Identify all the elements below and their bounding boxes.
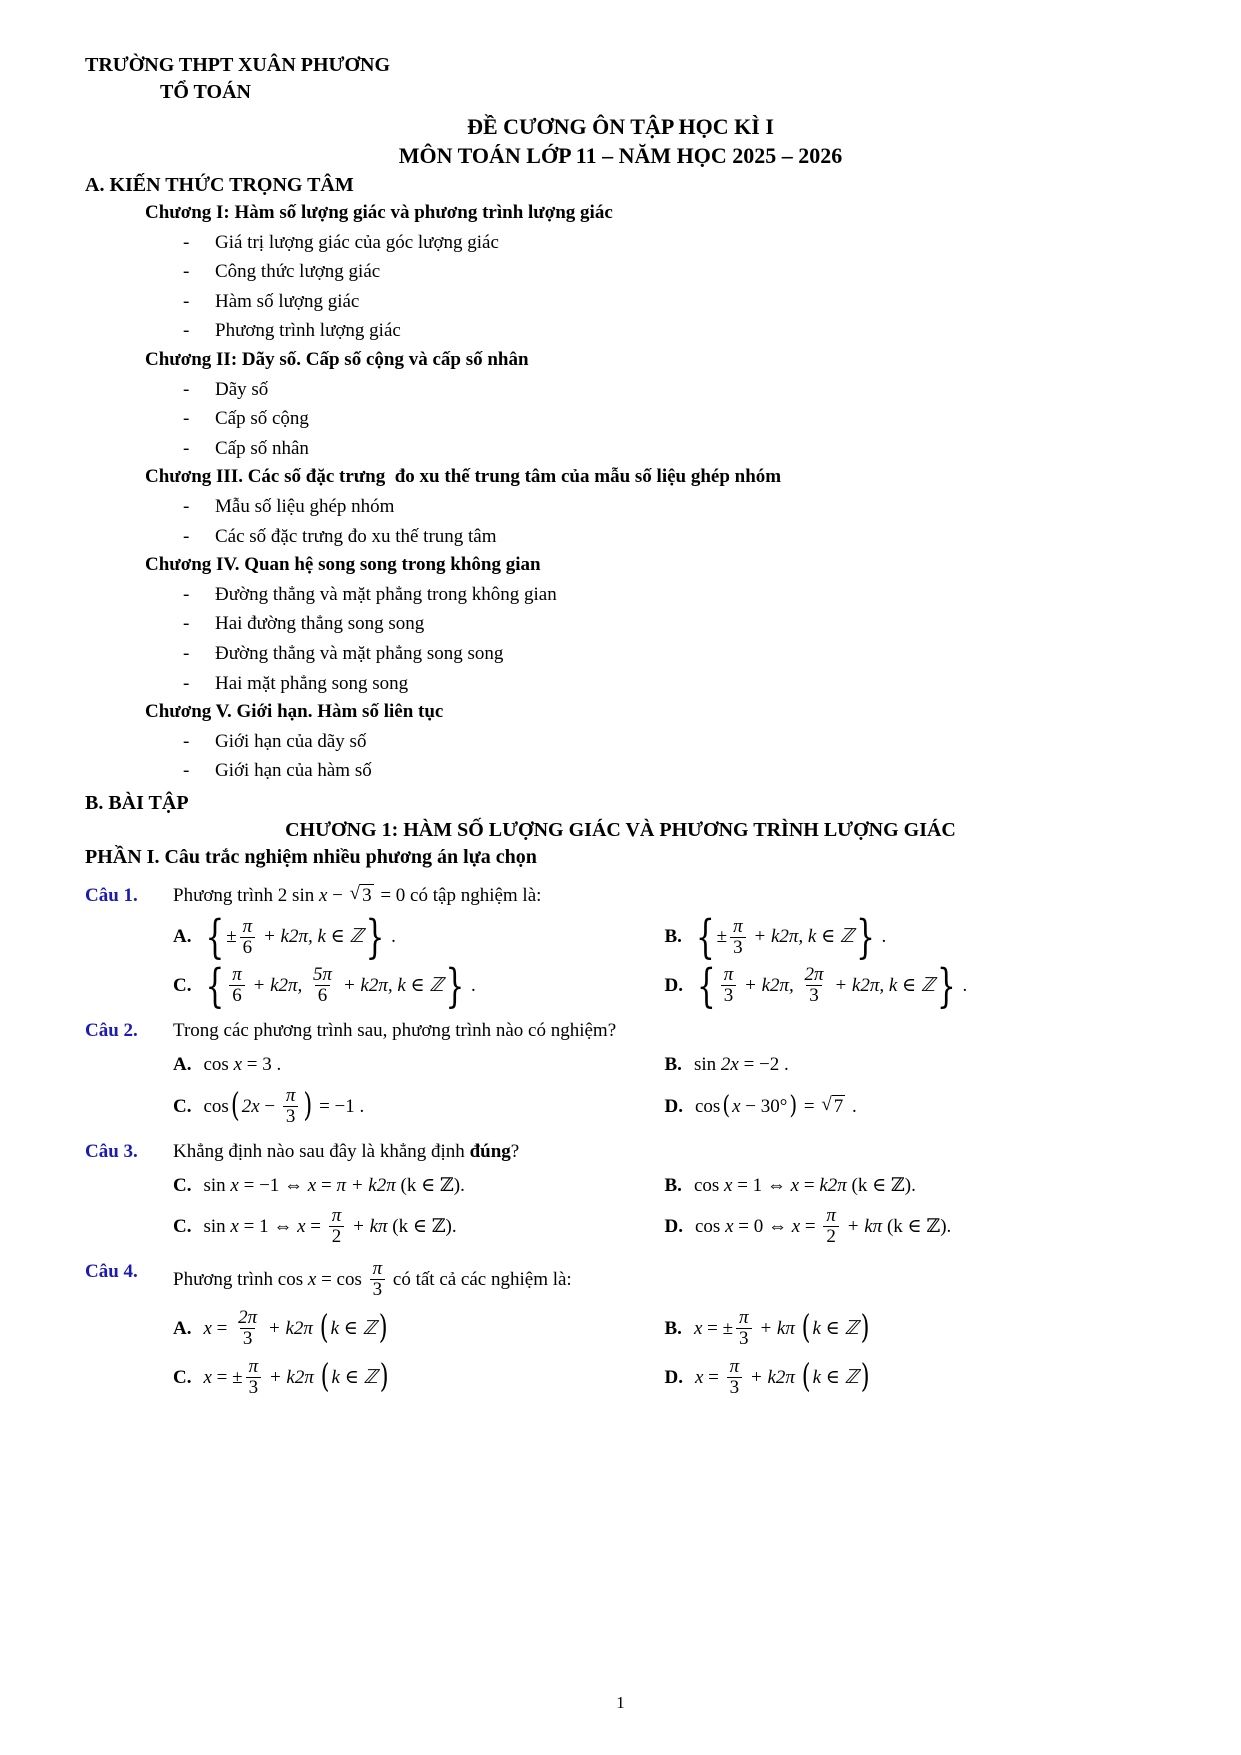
option-formula (203, 1308, 389, 1349)
answer-option (664, 910, 1157, 963)
text-run: k ∈ ℤ (331, 1366, 378, 1388)
text-run: 2x (241, 1095, 260, 1117)
option-label: D. (664, 1216, 683, 1238)
fraction-numerator: 5π (313, 964, 333, 986)
curly-brace: { (696, 959, 716, 1012)
answer-option (173, 1308, 665, 1349)
answer-option (173, 1086, 665, 1127)
text-run: = 3 . (242, 1054, 282, 1076)
text-run: = (799, 1095, 820, 1117)
text-run: = (799, 1174, 820, 1196)
answer-option (665, 1206, 1157, 1247)
text-run: cos (203, 1054, 234, 1076)
chapter-title: Chương I: Hàm số lượng giác và phương trình lượng giác (145, 202, 613, 224)
chapter-bullet-item: - Đường thẳng và mặt phẳng trong không gian (183, 580, 1156, 610)
text-run: cos (694, 1216, 726, 1238)
fraction-denominator: 2 (823, 1226, 839, 1247)
text-run: = −1 . (314, 1095, 365, 1117)
text-run: . (847, 1095, 857, 1117)
fraction (329, 1206, 345, 1247)
option-row (173, 1172, 1156, 1198)
option-label: D. (664, 1095, 683, 1117)
text-run: x (203, 1366, 212, 1388)
text-run: x (791, 1216, 801, 1238)
chapter-bullet-item: - Giá trị lượng giác của góc lượng giác (183, 228, 1156, 258)
math-group-name: TỔ TOÁN (160, 81, 251, 103)
text-run: + k2π, k ∈ ℤ (338, 975, 444, 997)
chapter-bullet-item: - Hai đường thẳng song song (183, 609, 1156, 639)
option-label: B. (664, 1174, 682, 1196)
question-label: Câu 2. (85, 1020, 138, 1042)
text-run: (k ∈ ℤ). (387, 1216, 457, 1238)
text-run: + kπ (841, 1216, 883, 1238)
text-run: cos (694, 1095, 721, 1117)
text-run: = ± (702, 1317, 734, 1339)
question-label: Câu 3. (85, 1140, 138, 1162)
text-run: + k2π, (247, 975, 308, 997)
option-formula (203, 1206, 456, 1247)
text-run: . (957, 975, 968, 997)
text-run: + k2π, k ∈ ℤ (829, 975, 935, 997)
text-run: x (318, 884, 328, 906)
answer-option (665, 1357, 1157, 1398)
option-formula (203, 1052, 281, 1078)
option-label: C. (173, 1174, 192, 1196)
chapter-bullet-item: - Cấp số cộng (183, 404, 1156, 434)
text-run: ? (510, 1140, 520, 1162)
fraction (246, 1357, 262, 1398)
parenthesis: ( (801, 1358, 811, 1397)
option-formula (695, 959, 968, 1012)
text-run: Phương trình cos (173, 1268, 308, 1290)
text-run: (k ∈ ℤ). (395, 1174, 465, 1196)
fraction (235, 1308, 260, 1349)
fraction-denominator: 3 (730, 937, 746, 958)
document-title-line1: ĐỀ CƯƠNG ÔN TẬP HỌC KÌ I (467, 114, 774, 139)
fraction (310, 965, 335, 1006)
option-row (173, 959, 1156, 1012)
option-formula (203, 1086, 364, 1127)
fraction-numerator: π (232, 964, 242, 986)
chapter-bullet-item: - Công thức lượng giác (183, 257, 1156, 287)
question-label: Câu 4. (85, 1261, 138, 1283)
fraction-denominator: 3 (721, 985, 737, 1006)
fraction-numerator: π (372, 1258, 383, 1280)
text-run: = 1 ⇔ (238, 1216, 298, 1238)
document-title-line2: MÔN TOÁN LỚP 11 – NĂM HỌC 2025 – 2026 (398, 143, 843, 169)
text-run: Phương trình 2 sin (173, 884, 319, 906)
page-number: 1 (616, 1693, 625, 1713)
text-run: sin (203, 1216, 231, 1238)
option-formula (203, 959, 476, 1012)
parenthesis: ( (722, 1090, 731, 1121)
answer-option (173, 959, 665, 1012)
option-formula (694, 910, 887, 963)
chapter-list (85, 199, 1156, 786)
option-label: D. (664, 1366, 683, 1388)
option-label: C. (173, 1095, 192, 1117)
text-run: = (305, 1216, 326, 1238)
fraction-denominator: 3 (370, 1279, 386, 1300)
curly-brace: { (205, 910, 225, 963)
question-head (85, 1259, 1156, 1300)
fraction-denominator: 3 (240, 1328, 256, 1349)
fraction-denominator: 6 (240, 937, 256, 958)
fraction-numerator: π (826, 1205, 836, 1227)
square-root (350, 884, 374, 907)
option-row (173, 1206, 1156, 1247)
text-run: = cos (316, 1268, 367, 1290)
option-label: B. (664, 1317, 682, 1339)
option-label: C. (173, 1216, 192, 1238)
answer-option (173, 1052, 665, 1078)
question-head (85, 1139, 1156, 1165)
fraction-numerator: π (729, 1356, 740, 1378)
text-run: = 0 có tập nghiệm là: (375, 884, 542, 906)
text-run: = (316, 1174, 337, 1196)
text-run: = (703, 1366, 724, 1388)
text-run: k2π (819, 1174, 847, 1196)
fraction-numerator: π (739, 1307, 749, 1329)
text-run: + kπ (347, 1216, 388, 1238)
chapter-bullet-item: - Dãy số (183, 375, 1156, 405)
option-row (173, 910, 1156, 963)
parenthesis: ) (303, 1087, 313, 1125)
text-run: cos (693, 1174, 725, 1196)
option-formula (203, 1357, 390, 1398)
fraction-denominator: 3 (283, 1106, 299, 1127)
text-run: = (800, 1216, 821, 1238)
text-run: = −1 ⇔ (238, 1174, 308, 1196)
text-run: sin (693, 1054, 721, 1076)
parenthesis: ( (801, 1309, 811, 1348)
text-run: + k2π (264, 1366, 319, 1388)
text-run: Trong các phương trình sau, phương trình nào có nghiệm? (173, 1020, 617, 1042)
fraction (721, 965, 737, 1006)
question-stem (173, 1259, 1156, 1300)
fraction (802, 965, 827, 1006)
option-formula (694, 1052, 789, 1078)
option-row (173, 1357, 1156, 1398)
option-label: A. (173, 926, 192, 948)
answer-option (173, 910, 665, 963)
fraction (736, 1308, 752, 1349)
text-run: = 0 ⇔ (733, 1216, 792, 1238)
chapter-title: Chương IV. Quan hệ song song trong không gian (145, 554, 541, 576)
text-run: x (693, 1317, 703, 1339)
curly-brace: } (445, 959, 465, 1012)
text-run: k ∈ ℤ (812, 1317, 859, 1339)
text-run: + k2π, k ∈ ℤ (748, 926, 855, 948)
text-run: = 1 ⇔ (732, 1174, 791, 1196)
text-run: cos (203, 1095, 229, 1117)
fraction-numerator: π (285, 1084, 296, 1106)
answer-option (665, 1052, 1157, 1078)
text-run: ± (716, 926, 728, 948)
text-run: x (297, 1216, 306, 1238)
option-formula (694, 1308, 872, 1349)
parenthesis: ) (860, 1309, 870, 1348)
option-label: A. (173, 1054, 192, 1076)
question (85, 883, 1156, 1012)
fraction-numerator: π (331, 1205, 342, 1227)
text-run: có tất cả các nghiệm là: (388, 1268, 572, 1290)
text-run: . (466, 975, 476, 997)
answer-option (665, 1172, 1157, 1198)
question (85, 1259, 1156, 1398)
option-row (173, 1308, 1156, 1349)
question-stem (173, 1018, 1156, 1044)
question (85, 1139, 1156, 1248)
answer-option (664, 1090, 1157, 1121)
text-run: x (203, 1317, 212, 1339)
fraction-numerator: π (723, 964, 734, 986)
text-run: π + k2π (336, 1174, 396, 1196)
option-label: A. (173, 1317, 192, 1339)
question-stem (173, 1139, 1156, 1165)
school-name: TRƯỜNG THPT XUÂN PHƯƠNG (85, 54, 391, 76)
answer-option (173, 1172, 665, 1198)
text-run: đúng (469, 1140, 511, 1162)
question-list (85, 883, 1156, 1398)
chapter-title: Chương III. Các số đặc trưng đo xu thế trung tâm của mẫu số liệu ghép nhóm (145, 466, 782, 488)
chapter-bullet-item: - Đường thẳng và mặt phẳng song song (183, 639, 1156, 669)
fraction-denominator: 3 (806, 985, 822, 1006)
fraction (370, 1259, 386, 1300)
text-run: − (259, 1095, 280, 1117)
question-head (85, 1018, 1156, 1044)
text-run: ± (226, 926, 237, 948)
parenthesis: ) (860, 1358, 870, 1397)
parenthesis: ) (789, 1090, 798, 1121)
fraction-denominator: 3 (736, 1328, 752, 1349)
question-stem (173, 883, 1156, 909)
parenthesis: ( (230, 1087, 240, 1125)
fraction (727, 1357, 743, 1398)
option-formula (695, 1357, 872, 1398)
option-formula (203, 910, 396, 963)
text-run: x (724, 1174, 733, 1196)
text-run: k ∈ ℤ (812, 1366, 859, 1388)
fraction (730, 917, 746, 958)
radical-sign: √ (349, 883, 361, 905)
text-run: = ± (211, 1366, 243, 1388)
text-run: 2x (720, 1054, 739, 1076)
question-label: Câu 1. (85, 884, 138, 906)
fraction-denominator: 3 (246, 1377, 262, 1398)
text-run: + k2π (745, 1366, 800, 1388)
text-run: − 30° (740, 1095, 788, 1117)
part1-title: PHẦN I. Câu trắc nghiệm nhiều phương án lựa chọn (85, 845, 537, 868)
text-run: + k2π, k ∈ ℤ (258, 926, 364, 948)
option-row (173, 1086, 1156, 1127)
text-run: . (876, 926, 887, 948)
answer-option (173, 1206, 665, 1247)
text-run: + k2π (263, 1317, 318, 1339)
text-run: x (233, 1054, 242, 1076)
text-run: = (211, 1317, 233, 1339)
parenthesis: ) (378, 1309, 388, 1348)
section-a-heading: A. KIẾN THỨC TRỌNG TÂM (85, 174, 354, 197)
radical-sign: √ (821, 1093, 832, 1115)
curly-brace: } (365, 910, 385, 963)
question-head (85, 883, 1156, 909)
text-run: (k ∈ ℤ). (846, 1174, 916, 1196)
curly-brace: } (936, 959, 956, 1012)
option-row (173, 1052, 1156, 1078)
text-run: x (307, 1174, 317, 1196)
answer-option (665, 1308, 1157, 1349)
curly-brace: { (695, 910, 715, 963)
answer-option (173, 1357, 665, 1398)
text-run: Khẳng định nào sau đây là khẳng định (173, 1140, 470, 1162)
radicand: 7 (833, 1095, 844, 1117)
question (85, 1018, 1156, 1127)
text-run: . (386, 926, 396, 948)
answer-option (664, 959, 1157, 1012)
radicand: 3 (362, 885, 372, 907)
text-run: x (732, 1095, 741, 1117)
text-run: = −2 . (738, 1054, 789, 1076)
text-run: x (230, 1216, 239, 1238)
text-run: x (230, 1174, 239, 1196)
fraction-denominator: 6 (229, 985, 245, 1006)
chapter-bullet-item: - Cấp số nhân (183, 434, 1156, 464)
chapter1-title: CHƯƠNG 1: HÀM SỐ LƯỢNG GIÁC VÀ PHƯƠNG TRÌNH LƯỢNG GIÁC (285, 818, 956, 841)
square-root (821, 1095, 845, 1118)
option-formula (694, 1173, 916, 1199)
chapter-bullet-item: - Giới hạn của dãy số (183, 727, 1156, 757)
chapter-title: Chương II: Dãy số. Cấp số cộng và cấp số nhân (145, 349, 529, 371)
fraction-denominator: 2 (329, 1226, 345, 1247)
parenthesis: ( (320, 1358, 330, 1397)
fraction (229, 965, 245, 1006)
text-run: − (327, 884, 348, 906)
fraction-numerator: π (242, 915, 253, 937)
text-run: k ∈ ℤ (330, 1317, 377, 1339)
option-formula (694, 1090, 857, 1121)
fraction (240, 917, 256, 958)
fraction (823, 1206, 839, 1247)
fraction-numerator: 2π (804, 964, 824, 986)
curly-brace: } (856, 910, 875, 963)
fraction-denominator: 3 (727, 1377, 743, 1398)
text-run: + kπ (754, 1317, 800, 1339)
option-label: B. (664, 1054, 682, 1076)
fraction (283, 1086, 299, 1127)
option-formula (695, 1206, 951, 1247)
text-run: (k ∈ ℤ). (882, 1216, 952, 1238)
option-label: D. (664, 975, 683, 997)
text-run: x (790, 1174, 800, 1196)
fraction-numerator: π (248, 1356, 259, 1378)
section-b-heading: B. BÀI TẬP (85, 791, 189, 814)
chapter-bullet-item: - Phương trình lượng giác (183, 316, 1156, 346)
text-run: x (307, 1268, 317, 1290)
chapter-bullet-item: - Giới hạn của hàm số (183, 756, 1156, 786)
chapter-bullet-item: - Các số đặc trưng đo xu thế trung tâm (183, 522, 1156, 552)
parenthesis: ( (319, 1309, 329, 1348)
text-run: x (725, 1216, 734, 1238)
fraction-numerator: 2π (238, 1307, 258, 1329)
option-label: C. (173, 1366, 192, 1388)
text-run: x (694, 1366, 704, 1388)
fraction-denominator: 6 (315, 985, 331, 1006)
option-formula (203, 1173, 464, 1199)
fraction-numerator: π (733, 915, 743, 937)
chapter-bullet-item: - Hàm số lượng giác (183, 287, 1156, 317)
curly-brace: { (205, 959, 225, 1012)
chapter-bullet-item: - Mẫu số liệu ghép nhóm (183, 492, 1156, 522)
parenthesis: ) (379, 1358, 389, 1397)
chapter-title: Chương V. Giới hạn. Hàm số liên tục (145, 701, 444, 723)
text-run: + k2π, (739, 975, 799, 997)
chapter-bullet-item: - Hai mặt phẳng song song (183, 669, 1156, 699)
option-label: C. (173, 975, 192, 997)
option-label: B. (664, 926, 682, 948)
text-run: sin (203, 1174, 231, 1196)
